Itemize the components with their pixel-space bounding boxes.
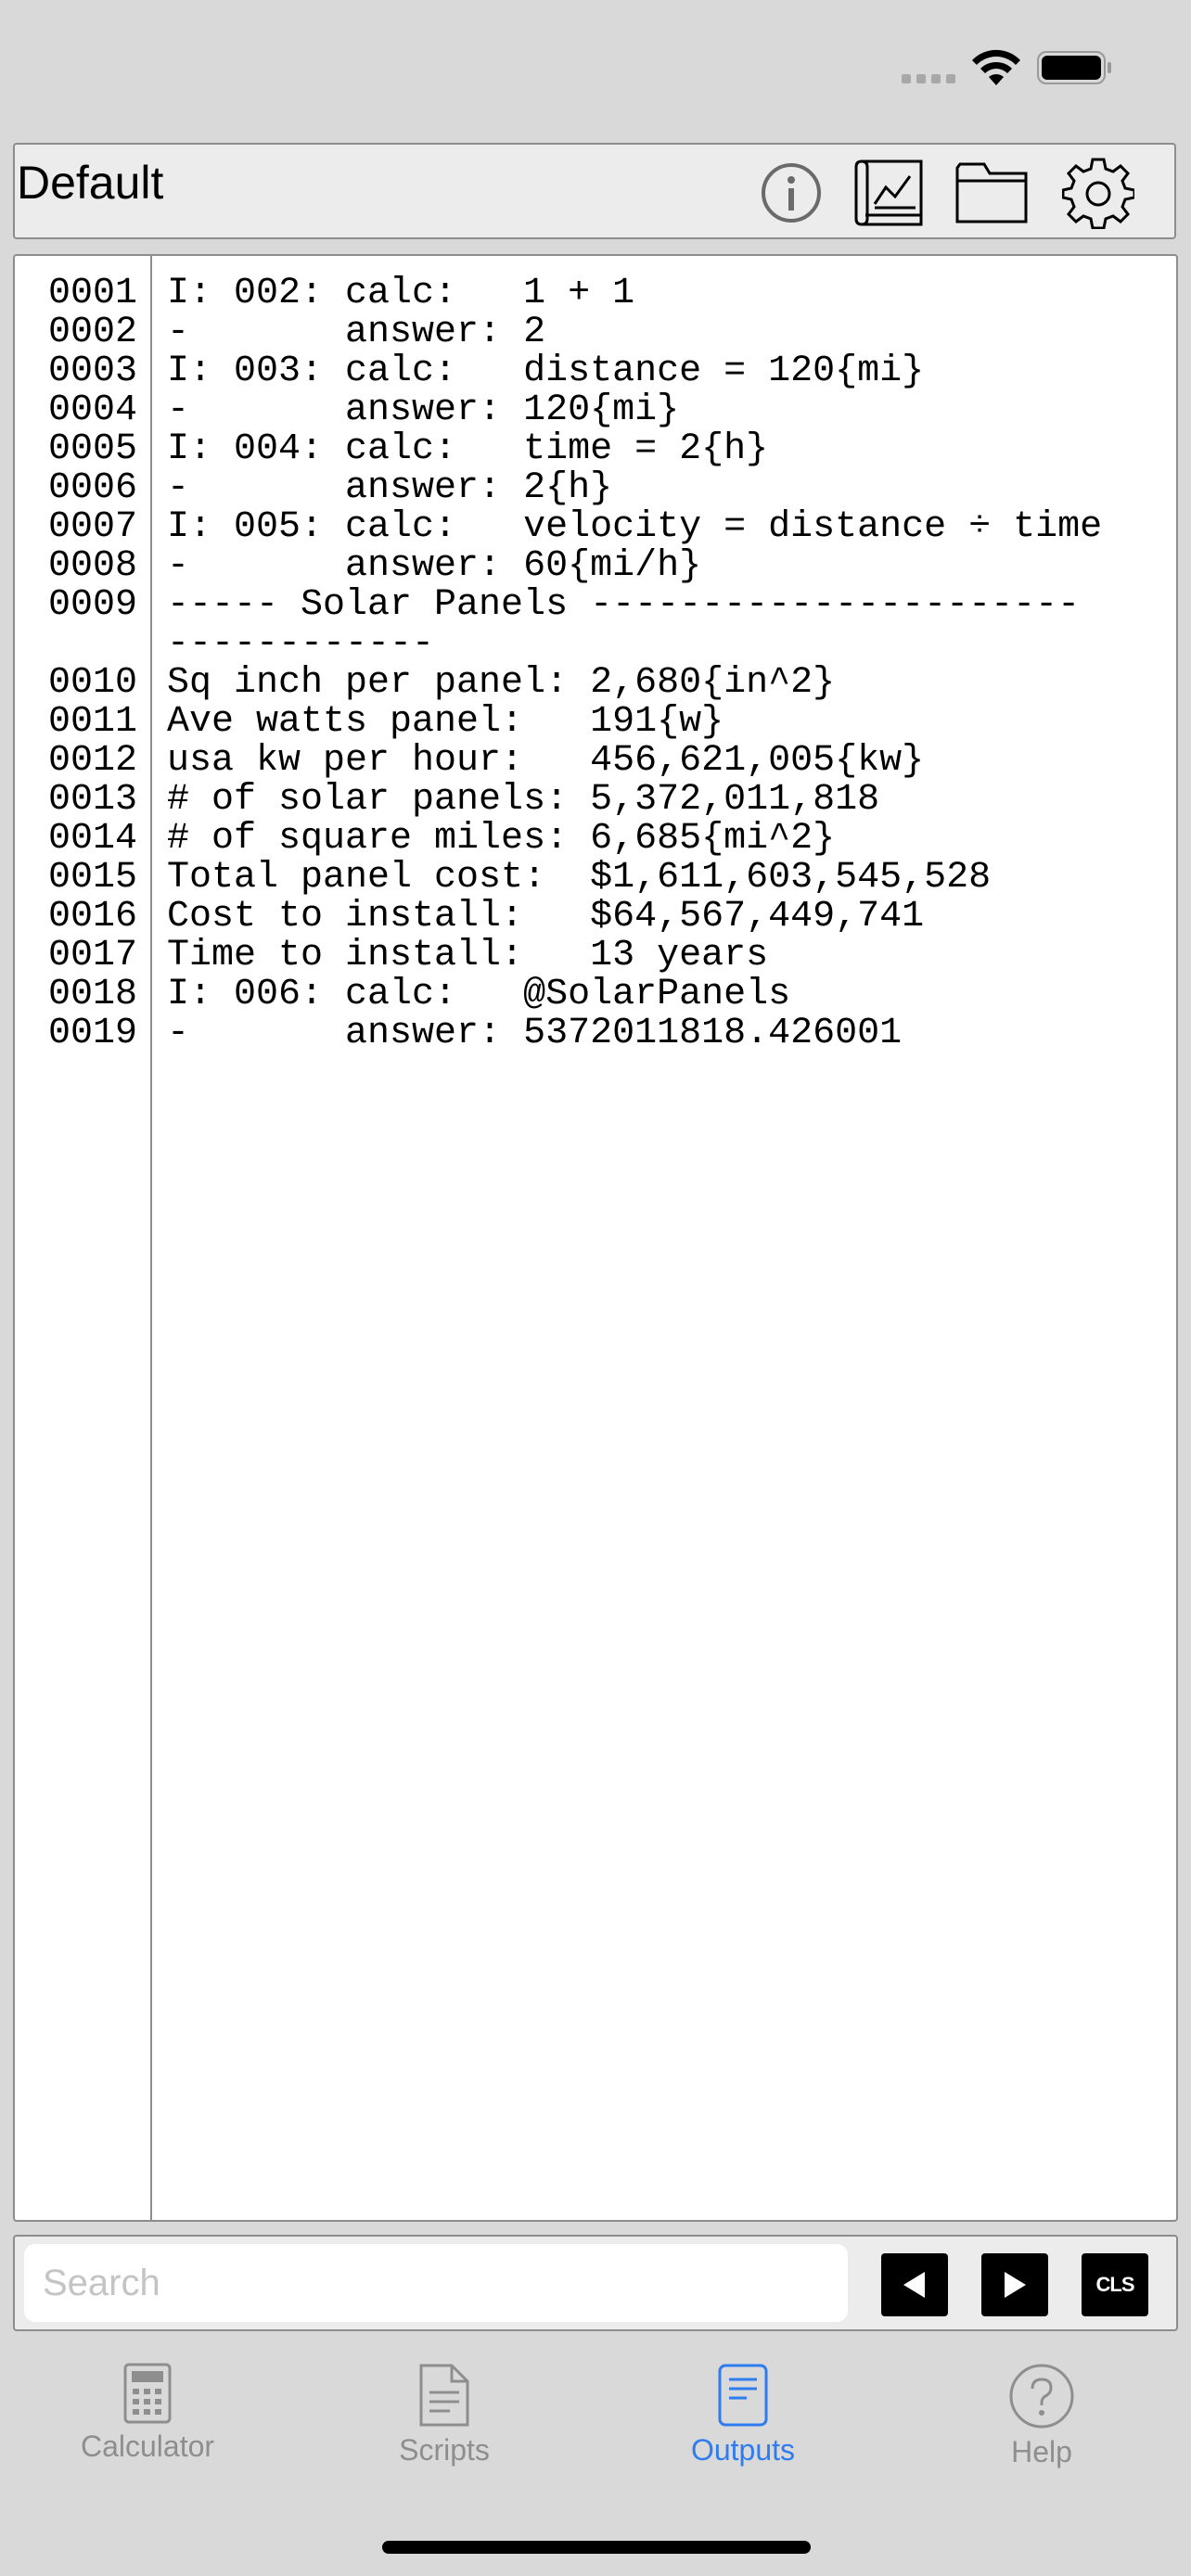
tab-scripts[interactable] [328,2363,560,2493]
line-text: I: 002: calc: 1 + 1 [167,273,635,314]
line-number: 0016 [48,896,138,937]
calculator-icon [123,2363,172,2424]
output-line [15,742,1176,781]
line-text: - answer: 2{h} [167,467,613,509]
output-line [15,976,1176,1014]
line-number: 0019 [48,1013,138,1054]
line-number: 0008 [48,545,138,587]
line-number: 0006 [48,467,138,509]
output-line [15,586,1176,625]
line-text: - answer: 60{mi/h} [167,545,702,587]
line-text: Time to install: 13 years [167,935,769,976]
line-number: 0007 [48,506,138,548]
clear-screen-label: CLS [1095,2273,1134,2296]
output-line [15,313,1176,352]
output-line [15,508,1176,547]
line-number: 0014 [48,818,138,860]
line-number: 0013 [48,779,138,821]
header-bar [13,143,1176,239]
line-text: Total panel cost: $1,611,603,545,528 [167,857,992,899]
info-icon[interactable] [757,154,826,232]
line-text: ------------ [167,623,435,665]
folder-icon[interactable] [954,154,1030,232]
line-number: 0009 [48,584,138,626]
line-text: # of solar panels: 5,372,011,818 [167,779,880,821]
cellular-signal-icon [902,74,955,83]
clear-screen-button[interactable] [1082,2253,1148,2316]
output-line [15,352,1176,391]
line-text: I: 005: calc: velocity = distance ÷ time [167,506,1103,548]
home-indicator [382,2541,811,2554]
line-text: Sq inch per panel: 2,680{in^2} [167,662,836,704]
output-line [15,1014,1176,1053]
output-line [15,469,1176,508]
status-bar [0,0,1191,139]
line-number: 0005 [48,428,138,470]
tab-calculator-label: Calculator [80,2429,215,2463]
line-number: 0003 [48,351,138,392]
line-number: 0017 [48,935,138,976]
line-text: - answer: 2 [167,312,546,353]
output-line [15,859,1176,898]
previous-button[interactable] [881,2253,948,2316]
output-line [15,547,1176,586]
line-text: I: 003: calc: distance = 120{mi} [167,351,925,392]
line-number: 0002 [48,312,138,353]
document-icon [418,2363,470,2428]
line-number: 0018 [48,974,138,1015]
battery-icon [1037,50,1113,85]
line-number: 0011 [48,701,138,743]
output-line [15,781,1176,820]
triangle-left-icon [901,2270,928,2300]
tab-outputs-label: Outputs [690,2433,796,2467]
tab-outputs[interactable] [627,2363,859,2493]
line-number: 0004 [48,389,138,431]
next-button[interactable] [981,2253,1048,2316]
chart-scroll-icon[interactable] [848,154,926,232]
line-text: Cost to install: $64,567,449,741 [167,896,925,937]
line-number: 0015 [48,857,138,899]
line-text: usa kw per hour: 456,621,005{kw} [167,740,925,782]
line-text: Ave watts panel: 191{w} [167,701,724,743]
output-line [15,664,1176,703]
triangle-right-icon [1001,2270,1029,2300]
output-line [15,430,1176,469]
search-input[interactable] [24,2244,848,2322]
tab-calculator[interactable] [32,2363,263,2493]
search-bar [13,2235,1178,2331]
document-lines-icon [717,2363,769,2428]
output-line [15,898,1176,937]
output-console[interactable] [13,254,1178,2222]
line-text: # of square miles: 6,685{mi^2} [167,818,836,860]
wifi-icon [970,48,1022,87]
line-text: ----- Solar Panels ---------------------- [167,584,1081,626]
tab-help[interactable] [926,2363,1158,2493]
output-line [15,820,1176,859]
output-line [15,391,1176,430]
line-number: 0010 [48,662,138,704]
question-circle-icon [1008,2363,1075,2429]
line-text: I: 004: calc: time = 2{h} [167,428,769,470]
output-line [15,937,1176,976]
output-line [15,625,1176,664]
line-text: - answer: 120{mi} [167,389,680,431]
tab-help-label: Help [1011,2435,1072,2468]
gear-icon[interactable] [1059,154,1137,232]
tab-scripts-label: Scripts [399,2433,490,2467]
line-text: I: 006: calc: @SolarPanels [167,974,791,1015]
output-lines [15,274,1176,1053]
line-number: 0001 [48,273,138,314]
output-line [15,274,1176,313]
page-title: Default [17,157,164,209]
line-number: 0012 [48,740,138,782]
line-text: - answer: 5372011818.426001 [167,1013,903,1054]
output-line [15,703,1176,742]
